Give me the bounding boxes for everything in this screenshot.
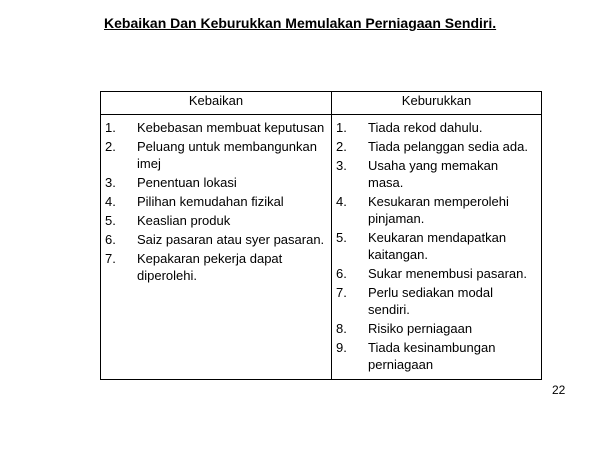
list-item	[336, 265, 535, 282]
list-item-number: 3.	[336, 158, 347, 173]
list-item-number: 7.	[105, 251, 116, 266]
list-item-number: 1.	[336, 120, 347, 135]
keburukkan-list	[336, 119, 535, 373]
list-item	[105, 174, 325, 191]
list-item-text: Tiada pelanggan sedia ada.	[368, 139, 528, 154]
list-item-text: Pilihan kemudahan fizikal	[137, 194, 284, 209]
kebaikan-list	[105, 119, 325, 284]
list-item-text: Kesukaran memperolehi pinjaman.	[368, 194, 509, 226]
page-number: 22	[552, 383, 566, 397]
table-row	[101, 115, 542, 380]
header-keburukkan: Keburukkan	[332, 92, 542, 115]
list-item	[336, 229, 535, 263]
list-item-text: Penentuan lokasi	[137, 175, 237, 190]
list-item-number: 2.	[336, 139, 347, 154]
list-item-text: Risiko perniagaan	[368, 321, 473, 336]
list-item-number: 3.	[105, 175, 116, 190]
list-item	[105, 212, 325, 229]
list-item-text: Tiada kesinambungan perniagaan	[368, 340, 496, 372]
list-item-number: 5.	[336, 230, 347, 245]
list-item-number: 1.	[105, 120, 116, 135]
list-item	[336, 339, 535, 373]
list-item-number: 6.	[105, 232, 116, 247]
list-item	[336, 320, 535, 337]
comparison-table	[100, 91, 542, 380]
keburukkan-cell	[332, 115, 542, 380]
kebaikan-cell	[101, 115, 332, 380]
list-item	[336, 119, 535, 136]
list-item	[105, 250, 325, 284]
list-item-number: 2.	[105, 139, 116, 154]
list-item-number: 7.	[336, 285, 347, 300]
list-item	[336, 138, 535, 155]
header-kebaikan: Kebaikan	[101, 92, 332, 115]
list-item-number: 4.	[336, 194, 347, 209]
list-item-text: Keukaran mendapatkan kaitangan.	[368, 230, 507, 262]
list-item-text: Usaha yang memakan masa.	[368, 158, 499, 190]
list-item	[105, 231, 325, 248]
list-item	[336, 157, 535, 191]
table-header-row	[101, 92, 542, 115]
list-item-text: Tiada rekod dahulu.	[368, 120, 483, 135]
list-item-text: Keaslian produk	[137, 213, 231, 228]
list-item	[105, 193, 325, 210]
list-item-number: 4.	[105, 194, 116, 209]
list-item-text: Kebebasan membuat keputusan	[137, 120, 325, 135]
list-item-text: Saiz pasaran atau syer pasaran.	[137, 232, 325, 247]
list-item-number: 6.	[336, 266, 347, 281]
list-item-number: 9.	[336, 340, 347, 355]
list-item	[336, 193, 535, 227]
list-item	[336, 284, 535, 318]
page-title: Kebaikan Dan Keburukkan Memulakan Perniagaan Sendiri.	[104, 15, 497, 31]
list-item-text: Sukar menembusi pasaran.	[368, 266, 527, 281]
list-item-number: 5.	[105, 213, 116, 228]
list-item-number: 8.	[336, 321, 347, 336]
list-item	[105, 119, 325, 136]
list-item	[105, 138, 325, 172]
list-item-text: Peluang untuk membangunkan imej	[137, 139, 317, 171]
list-item-text: Perlu sediakan modal sendiri.	[368, 285, 494, 317]
list-item-text: Kepakaran pekerja dapat diperolehi.	[137, 251, 283, 283]
